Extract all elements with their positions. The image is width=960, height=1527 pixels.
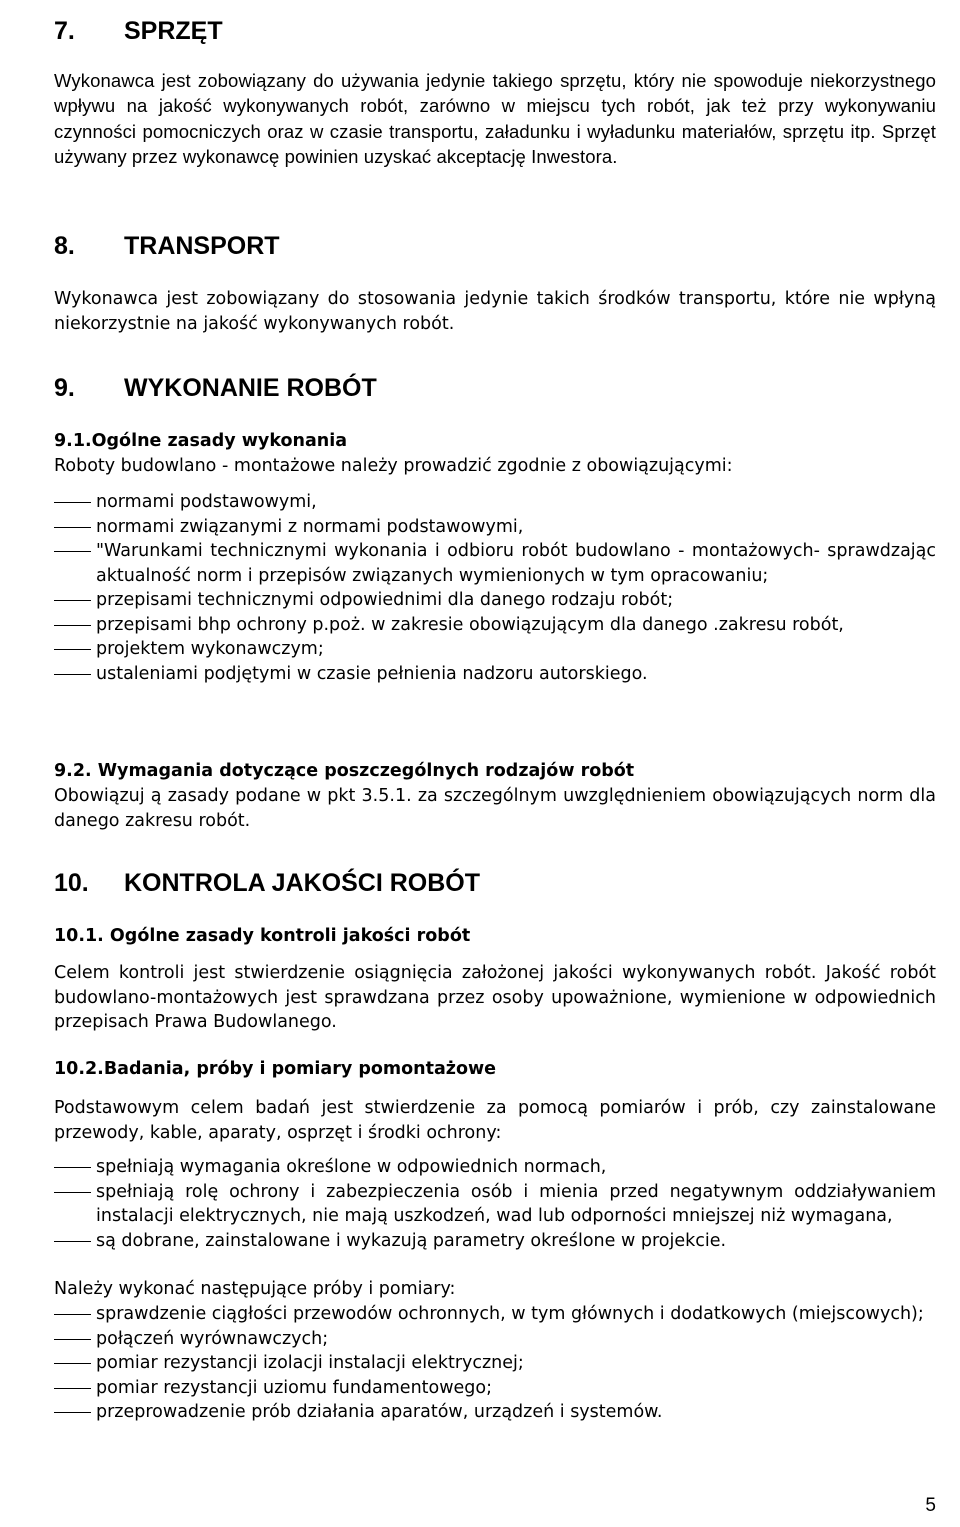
dash-bullet xyxy=(54,551,91,552)
subsection-9-1-intro: Roboty budowlano - montażowe należy prowadzić zgodnie z obowiązującymi: xyxy=(54,456,733,476)
dash-bullet xyxy=(54,1339,91,1340)
section-7-paragraph: Wykonawca jest zobowiązany do używania jedynie takiego sprzętu, który nie spowoduje niekorzystnego wpływu na jakość wykonywanych robót, zarówno w miejscu tych robót, jak też przy wykonywaniu czynności pomocniczych oraz w czasie transportu, załadunku i wyładunku materiałów, sprzętu itp. Sprzęt używany przez wykonawcę powinien uzyskać akceptację Inwestora. xyxy=(54,70,936,167)
list-item: pomiar rezystancji uziomu fundamentowego; xyxy=(54,1376,936,1401)
dash-bullet xyxy=(54,649,91,650)
subsection-10-2-intro: Podstawowym celem badań jest stwierdzenie za pomocą pomiarów i prób, czy zainstalowane przewody, kable, aparaty, osprzęt i środki ochrony: xyxy=(54,1098,936,1143)
subsection-9-1-title: 9.1.Ogólne zasady wykonania xyxy=(54,431,348,451)
section-7-heading xyxy=(54,16,223,46)
list-item: sprawdzenie ciągłości przewodów ochronnych, w tym głównych i dodatkowych (miejscowych); xyxy=(54,1302,936,1327)
section-8-paragraph: Wykonawca jest zobowiązany do stosowania jedynie takich środków transportu, które nie wpłyną niekorzystnie na jakość wykonywanych robót. xyxy=(54,289,936,334)
subsection-10-1-title: 10.1. Ogólne zasady kontroli jakości robót xyxy=(54,926,471,946)
subsection-9-2-title: 9.2. Wymagania dotyczące poszczególnych rodzajów robót xyxy=(54,761,635,781)
section-number: 7. xyxy=(54,17,75,45)
section-title: WYKONANIE ROBÓT xyxy=(124,374,377,402)
norms-list xyxy=(54,490,936,686)
list-item: ustaleniami podjętymi w czasie pełnienia nadzoru autorskiego. xyxy=(54,662,936,687)
list-item: normami związanymi z normami podstawowymi, xyxy=(54,515,936,540)
dash-bullet xyxy=(54,527,91,528)
subsection-10-1-paragraph: Celem kontroli jest stwierdzenie osiągnięcia założonej jakości wykonywanych robót. Jakość robót budowlano-montażowych jest sprawdzana przez osoby upoważnione, wymienione w odpowiednich przepisach Prawa Budowlanego. xyxy=(54,963,936,1032)
dash-bullet xyxy=(54,1388,91,1389)
section-9-heading xyxy=(54,373,377,403)
dash-bullet xyxy=(54,1363,91,1364)
dash-bullet xyxy=(54,1241,91,1242)
section-8-heading xyxy=(54,231,280,261)
requirements-list xyxy=(54,1155,936,1253)
list-item: spełniają wymagania określone w odpowiednich normach, xyxy=(54,1155,936,1180)
tests-intro: Należy wykonać następujące próby i pomiary: xyxy=(54,1279,456,1299)
list-item: pomiar rezystancji izolacji instalacji elektrycznej; xyxy=(54,1351,936,1376)
list-item: połączeń wyrównawczych; xyxy=(54,1327,936,1352)
dash-bullet xyxy=(54,1192,91,1193)
list-item: "Warunkami technicznymi wykonania i odbioru robót budowlano - montażowych- sprawdzając aktualność norm i przepisów związanych wymienionych w tym opracowaniu; xyxy=(54,539,936,588)
section-number: 8. xyxy=(54,232,75,260)
list-item: projektem wykonawczym; xyxy=(54,637,936,662)
tests-list xyxy=(54,1302,936,1425)
dash-bullet xyxy=(54,502,91,503)
subsection-10-2-title: 10.2.Badania, próby i pomiary pomontażowe xyxy=(54,1059,497,1079)
dash-bullet xyxy=(54,1314,91,1315)
list-item: spełniają rolę ochrony i zabezpieczenia osób i mienia przed negatywnym oddziaływaniem instalacji elektrycznych, nie mają uszkodzeń, wad lub odporności mniejszej niż wymagana, xyxy=(54,1180,936,1229)
dash-bullet xyxy=(54,600,91,601)
section-title: KONTROLA JAKOŚCI ROBÓT xyxy=(124,869,481,897)
dash-bullet xyxy=(54,674,91,675)
dash-bullet xyxy=(54,625,91,626)
section-number: 9. xyxy=(54,374,75,402)
section-title: SPRZĘT xyxy=(124,17,223,45)
list-item: normami podstawowymi, xyxy=(54,490,936,515)
dash-bullet xyxy=(54,1412,91,1413)
list-item: są dobrane, zainstalowane i wykazują parametry określone w projekcie. xyxy=(54,1229,936,1254)
list-item: przepisami technicznymi odpowiednimi dla danego rodzaju robót; xyxy=(54,588,936,613)
list-item: przeprowadzenie prób działania aparatów, urządzeń i systemów. xyxy=(54,1400,936,1425)
section-title: TRANSPORT xyxy=(124,232,280,260)
section-number: 10. xyxy=(54,869,89,897)
section-10-heading xyxy=(54,868,480,898)
page-number: 5 xyxy=(925,1495,936,1516)
list-item: przepisami bhp ochrony p.poż. w zakresie obowiązującym dla danego .zakresu robót, xyxy=(54,613,936,638)
dash-bullet xyxy=(54,1167,91,1168)
subsection-9-2-paragraph: Obowiązuj ą zasady podane w pkt 3.5.1. za szczególnym uwzględnieniem obowiązujących norm dla danego zakresu robót. xyxy=(54,786,936,831)
